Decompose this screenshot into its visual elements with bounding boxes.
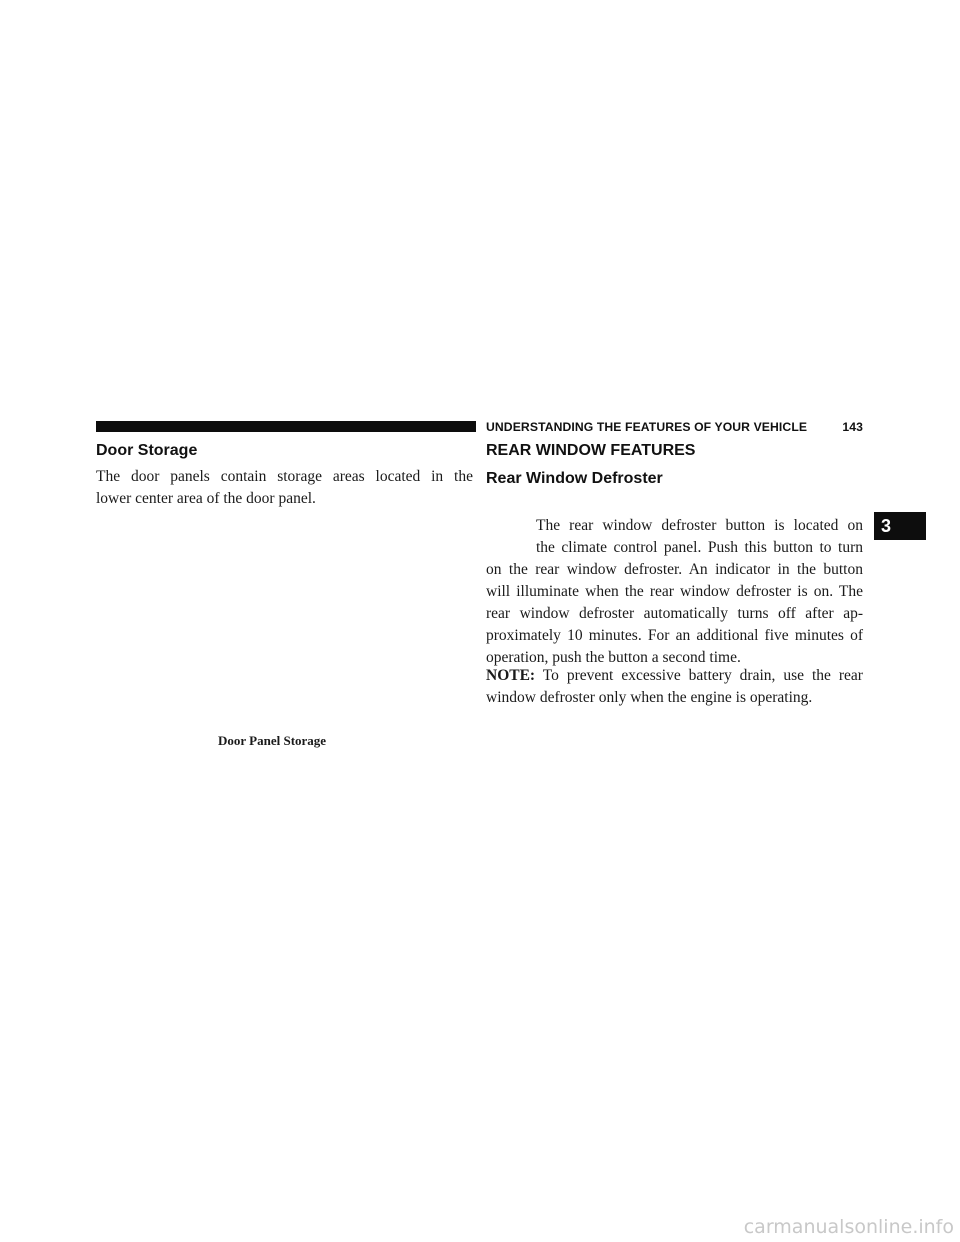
figure-caption: Door Panel Storage <box>218 733 327 748</box>
running-header <box>486 418 863 436</box>
text-line: The door panels contain storage areas located in the <box>96 468 473 485</box>
text-line: The rear window defroster button is located on <box>536 517 863 534</box>
door-storage-heading: Door Storage <box>96 442 198 459</box>
door-storage-paragraph <box>96 466 473 510</box>
text-line: rear window defroster automatically turns off after ap- <box>486 605 863 622</box>
text-line <box>486 665 863 687</box>
note-paragraph <box>486 665 863 709</box>
chapter-tab: 3 <box>874 512 926 540</box>
note-label: NOTE: <box>486 667 536 684</box>
note-text: To prevent excessive battery drain, use the rear <box>542 667 863 684</box>
text-line: operation, push the button a second time. <box>486 649 741 666</box>
header-title: UNDERSTANDING THE FEATURES OF YOUR VEHICLE <box>486 420 808 434</box>
text-line: the climate control panel. Push this button to turn <box>536 539 863 556</box>
page-number: 143 <box>842 420 863 434</box>
defroster-paragraph <box>486 559 863 669</box>
text-line: will illuminate when the rear window defroster is on. The <box>486 583 863 600</box>
text-line: on the rear window defroster. An indicator in the button <box>486 561 863 578</box>
rear-window-defroster-heading: Rear Window Defroster <box>486 470 663 487</box>
text-line: lower center area of the door panel. <box>96 490 316 507</box>
header-rule <box>96 421 476 432</box>
watermark: carmanualsonline.info <box>743 1216 954 1238</box>
text-line: proximately 10 minutes. For an additional five minutes of <box>486 627 863 644</box>
rear-window-features-heading: REAR WINDOW FEATURES <box>486 442 696 459</box>
text-line: window defroster only when the engine is operating. <box>486 689 813 706</box>
defroster-paragraph-indented <box>536 515 863 559</box>
